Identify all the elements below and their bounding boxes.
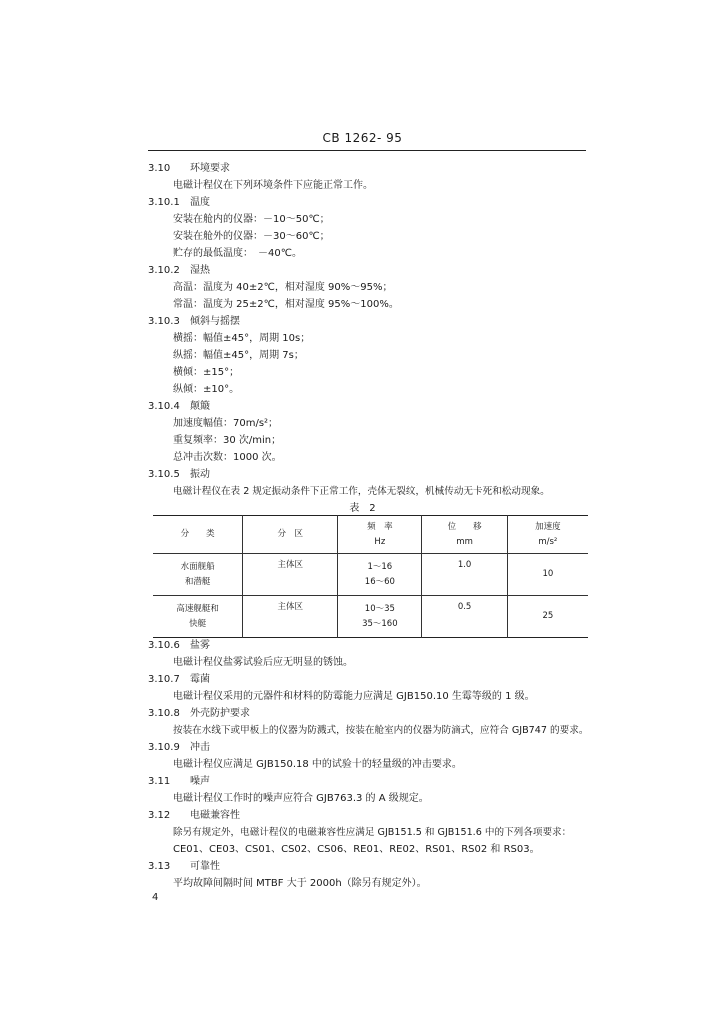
cell-freq: 10～35 35～160 bbox=[338, 596, 422, 638]
cell-zone: 主体区 bbox=[243, 554, 338, 596]
section-heading: 3.12 电磁兼容性 bbox=[148, 810, 240, 821]
vibration-table bbox=[153, 515, 588, 638]
page-number: 4 bbox=[152, 892, 159, 903]
cell-disp: 0.5 bbox=[422, 596, 507, 638]
section-heading: 3.10.7 霉菌 bbox=[148, 674, 210, 685]
cell-class: 水面舰船 和潜艇 bbox=[153, 554, 243, 596]
header-disp: 位 移 mm bbox=[422, 516, 507, 554]
table-row bbox=[153, 554, 588, 596]
body-line: 平均故障间隔时间 MTBF 大于 2000h（除另有规定外）。 bbox=[173, 878, 427, 889]
body-line: 电磁计程仪在表 2 规定振动条件下正常工作，壳体无裂纹，机械传动无卡死和松动现象。 bbox=[173, 486, 550, 497]
body-line: 重复频率：30 次/min； bbox=[173, 435, 282, 446]
header-freq: 频 率 Hz bbox=[338, 516, 422, 554]
cell-acc: 10 bbox=[507, 554, 588, 596]
cell-disp: 1.0 bbox=[422, 554, 507, 596]
body-line: 电磁计程仪工作时的噪声应符合 GJB763.3 的 A 级规定。 bbox=[173, 793, 429, 804]
body-line: 纵摇：幅值±45°，周期 7s； bbox=[173, 350, 304, 361]
body-line: 安装在舱外的仪器：－30～60℃； bbox=[173, 231, 330, 242]
body-line: 总冲击次数：1000 次。 bbox=[173, 452, 282, 463]
cell-acc: 25 bbox=[507, 596, 588, 638]
body-line: 横摇：幅值±45°，周期 10s； bbox=[173, 333, 311, 344]
section-heading: 3.13 可靠性 bbox=[148, 861, 220, 872]
header-zone: 分 区 bbox=[243, 516, 338, 554]
header-rule bbox=[148, 150, 586, 151]
section-heading: 3.10.6 盐雾 bbox=[148, 640, 210, 651]
body-line: 电磁计程仪在下列环境条件下应能正常工作。 bbox=[173, 180, 373, 191]
table-caption: 表 2 bbox=[349, 503, 376, 514]
body-line: 安装在舱内的仪器：－10～50℃； bbox=[173, 214, 330, 225]
body-line: 电磁计程仪盐雾试验后应无明显的锈蚀。 bbox=[173, 657, 353, 668]
section-heading: 3.10.8 外壳防护要求 bbox=[148, 708, 250, 719]
body-line: 常温：温度为 25±2℃，相对湿度 95%～100%。 bbox=[173, 299, 399, 310]
body-line: 电磁计程仪采用的元器件和材料的防霉能力应满足 GJB150.10 生霉等级的 1 级。 bbox=[173, 691, 535, 702]
standard-number: CB 1262- 95 bbox=[322, 131, 403, 145]
section-heading: 3.10.4 颠簸 bbox=[148, 401, 210, 412]
section-heading: 3.10 环境要求 bbox=[148, 163, 230, 174]
body-line: 加速度幅值：70m/s²； bbox=[173, 418, 279, 429]
cell-zone: 主体区 bbox=[243, 596, 338, 638]
section-heading: 3.10.9 冲击 bbox=[148, 742, 210, 753]
table-row bbox=[153, 596, 588, 638]
body-line: 贮存的最低温度： －40℃。 bbox=[173, 248, 302, 259]
section-heading: 3.10.3 倾斜与摇摆 bbox=[148, 316, 240, 327]
body-line: 高温：温度为 40±2℃，相对湿度 90%～95%； bbox=[173, 282, 393, 293]
table-header-row bbox=[153, 516, 588, 554]
body-line: 按装在水线下或甲板上的仪器为防溅式，按装在舱室内的仪器为防滴式，应符合 GJB747 的要求。 bbox=[173, 725, 589, 736]
header-class: 分 类 bbox=[153, 516, 243, 554]
cell-freq: 1～16 16～60 bbox=[338, 554, 422, 596]
body-line: CE01、CE03、CS01、CS02、CS06、RE01、RE02、RS01、RS02 和 RS03。 bbox=[173, 844, 540, 855]
section-heading: 3.11 噪声 bbox=[148, 776, 210, 787]
header-acc: 加速度 m/s² bbox=[507, 516, 588, 554]
body-line: 电磁计程仪应满足 GJB150.18 中的试验十的轻量级的冲击要求。 bbox=[173, 759, 462, 770]
section-heading: 3.10.2 湿热 bbox=[148, 265, 210, 276]
section-heading: 3.10.5 振动 bbox=[148, 469, 210, 480]
body-line: 除另有规定外，电磁计程仪的电磁兼容性应满足 GJB151.5 和 GJB151.6 中的下列各项要求： bbox=[173, 827, 572, 838]
cell-class: 高速舰艇和 快艇 bbox=[176, 603, 219, 629]
body-line: 纵倾：±10°。 bbox=[173, 384, 240, 395]
section-heading: 3.10.1 温度 bbox=[148, 197, 210, 208]
body-line: 横倾：±15°； bbox=[173, 367, 240, 378]
